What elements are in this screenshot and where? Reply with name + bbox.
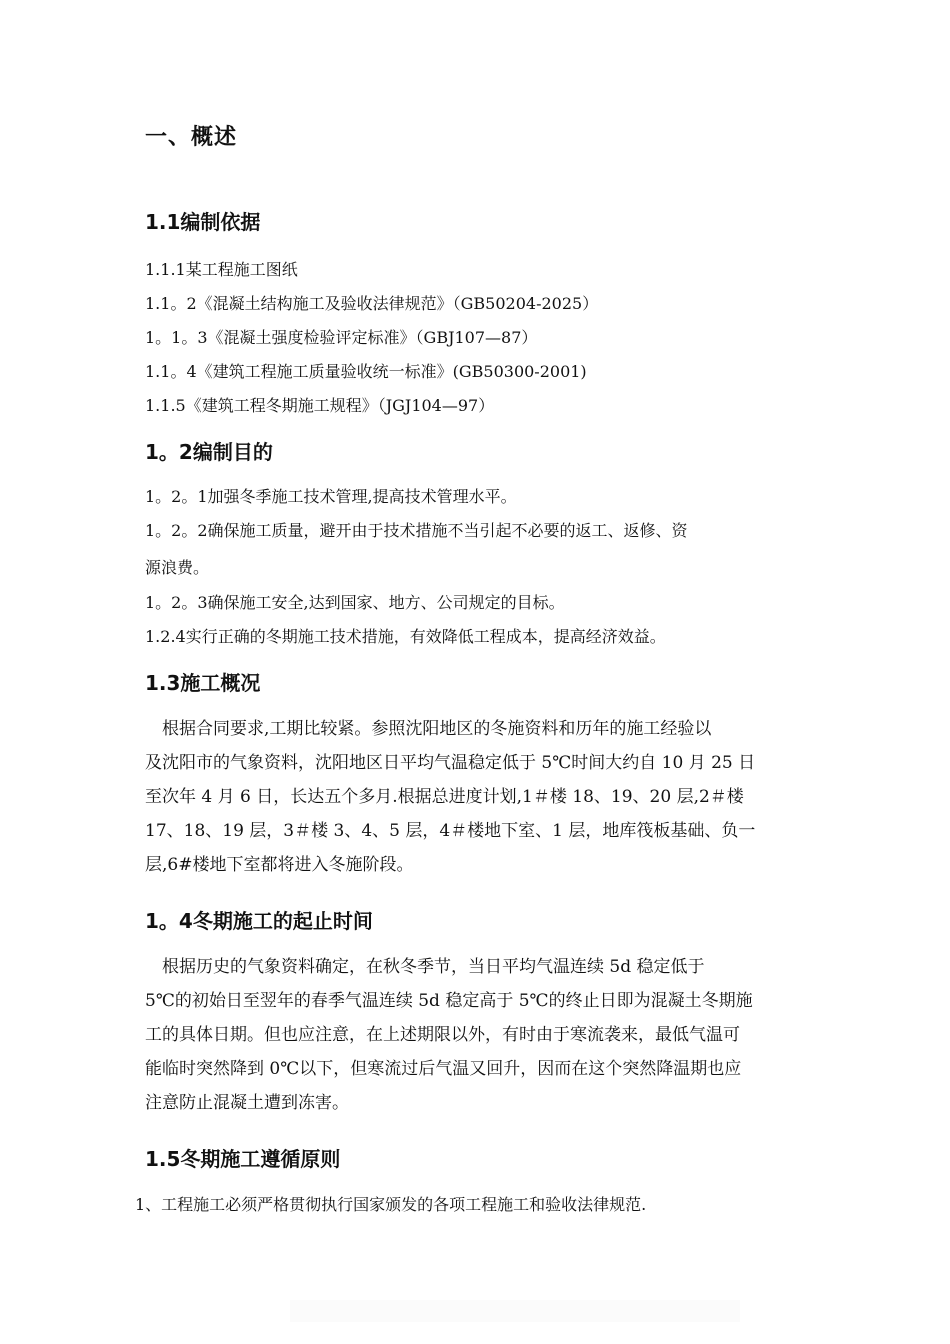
purpose-item: 1。2。2确保施工质量，避开由于技术措施不当引起不必要的返工、返修、资: [145, 521, 688, 540]
paragraph-line: 能临时突然降到 0℃以下，但寒流过后气温又回升，因而在这个突然降温期也应: [145, 1059, 742, 1079]
purpose-item: 源浪费。: [145, 558, 210, 577]
paragraph-line: 注意防止混凝土遭到冻害。: [145, 1093, 349, 1113]
paragraph-line: 层,6#楼地下室都将进入冬施阶段。: [145, 855, 414, 875]
paragraph-line: 5℃的初始日至翌年的春季气温连续 5d 稳定高于 5℃的终止日即为混凝土冬期施: [145, 991, 753, 1011]
purpose-item: 1。2。3确保施工安全,达到国家、地方、公司规定的目标。: [145, 593, 565, 612]
purpose-item: 1。2。1加强冬季施工技术管理,提高技术管理水平。: [145, 487, 517, 506]
overview-paragraph: [145, 712, 805, 882]
basis-item: 1.1.1某工程施工图纸: [145, 260, 298, 279]
basis-item: 1.1。4《建筑工程施工质量验收统一标准》(GB50300-2001): [145, 362, 587, 381]
basis-item: 1.1.5《建筑工程冬期施工规程》（JGJ104—97）: [145, 396, 495, 415]
paragraph-line: 至次年 4 月 6 日，长达五个多月.根据总进度计划,1＃楼 18、19、20 层,2＃楼: [145, 787, 744, 807]
faded-watermark-strip: [290, 1300, 740, 1322]
paragraph-line: 17、18、19 层，3＃楼 3、4、5 层，4＃楼地下室、1 层，地库筏板基础、负一: [145, 821, 756, 841]
paragraph-line: 及沈阳市的气象资料，沈阳地区日平均气温稳定低于 5℃时间大约自 10 月 25 日: [145, 753, 756, 773]
basis-item: 1。1。3《混凝土强度检验评定标准》（GBJ107—87）: [145, 328, 538, 347]
basis-item: 1.1。2《混凝土结构施工及验收法律规范》（GB50204-2025）: [145, 294, 599, 313]
heading-1-5: 1.5冬期施工遵循原则: [145, 1147, 341, 1171]
section-title: 一、概述: [145, 124, 238, 150]
heading-1-1: 1.1编制依据: [145, 210, 261, 234]
period-paragraph: [145, 950, 805, 1120]
principle-item: 1、工程施工必须严格贯彻执行国家颁发的各项工程施工和验收法律规范.: [135, 1195, 647, 1214]
paragraph-line: 根据合同要求,工期比较紧。参照沈阳地区的冬施资料和历年的施工经验以: [145, 719, 712, 739]
heading-1-3: 1.3施工概况: [145, 671, 261, 695]
heading-1-4: 1。4冬期施工的起止时间: [145, 909, 373, 933]
purpose-item: 1.2.4实行正确的冬期施工技术措施，有效降低工程成本，提高经济效益。: [145, 627, 666, 646]
paragraph-line: 工的具体日期。但也应注意，在上述期限以外，有时由于寒流袭来，最低气温可: [145, 1025, 740, 1045]
paragraph-line: 根据历史的气象资料确定，在秋冬季节，当日平均气温连续 5d 稳定低于: [145, 957, 705, 977]
heading-1-2: 1。2编制目的: [145, 440, 273, 464]
